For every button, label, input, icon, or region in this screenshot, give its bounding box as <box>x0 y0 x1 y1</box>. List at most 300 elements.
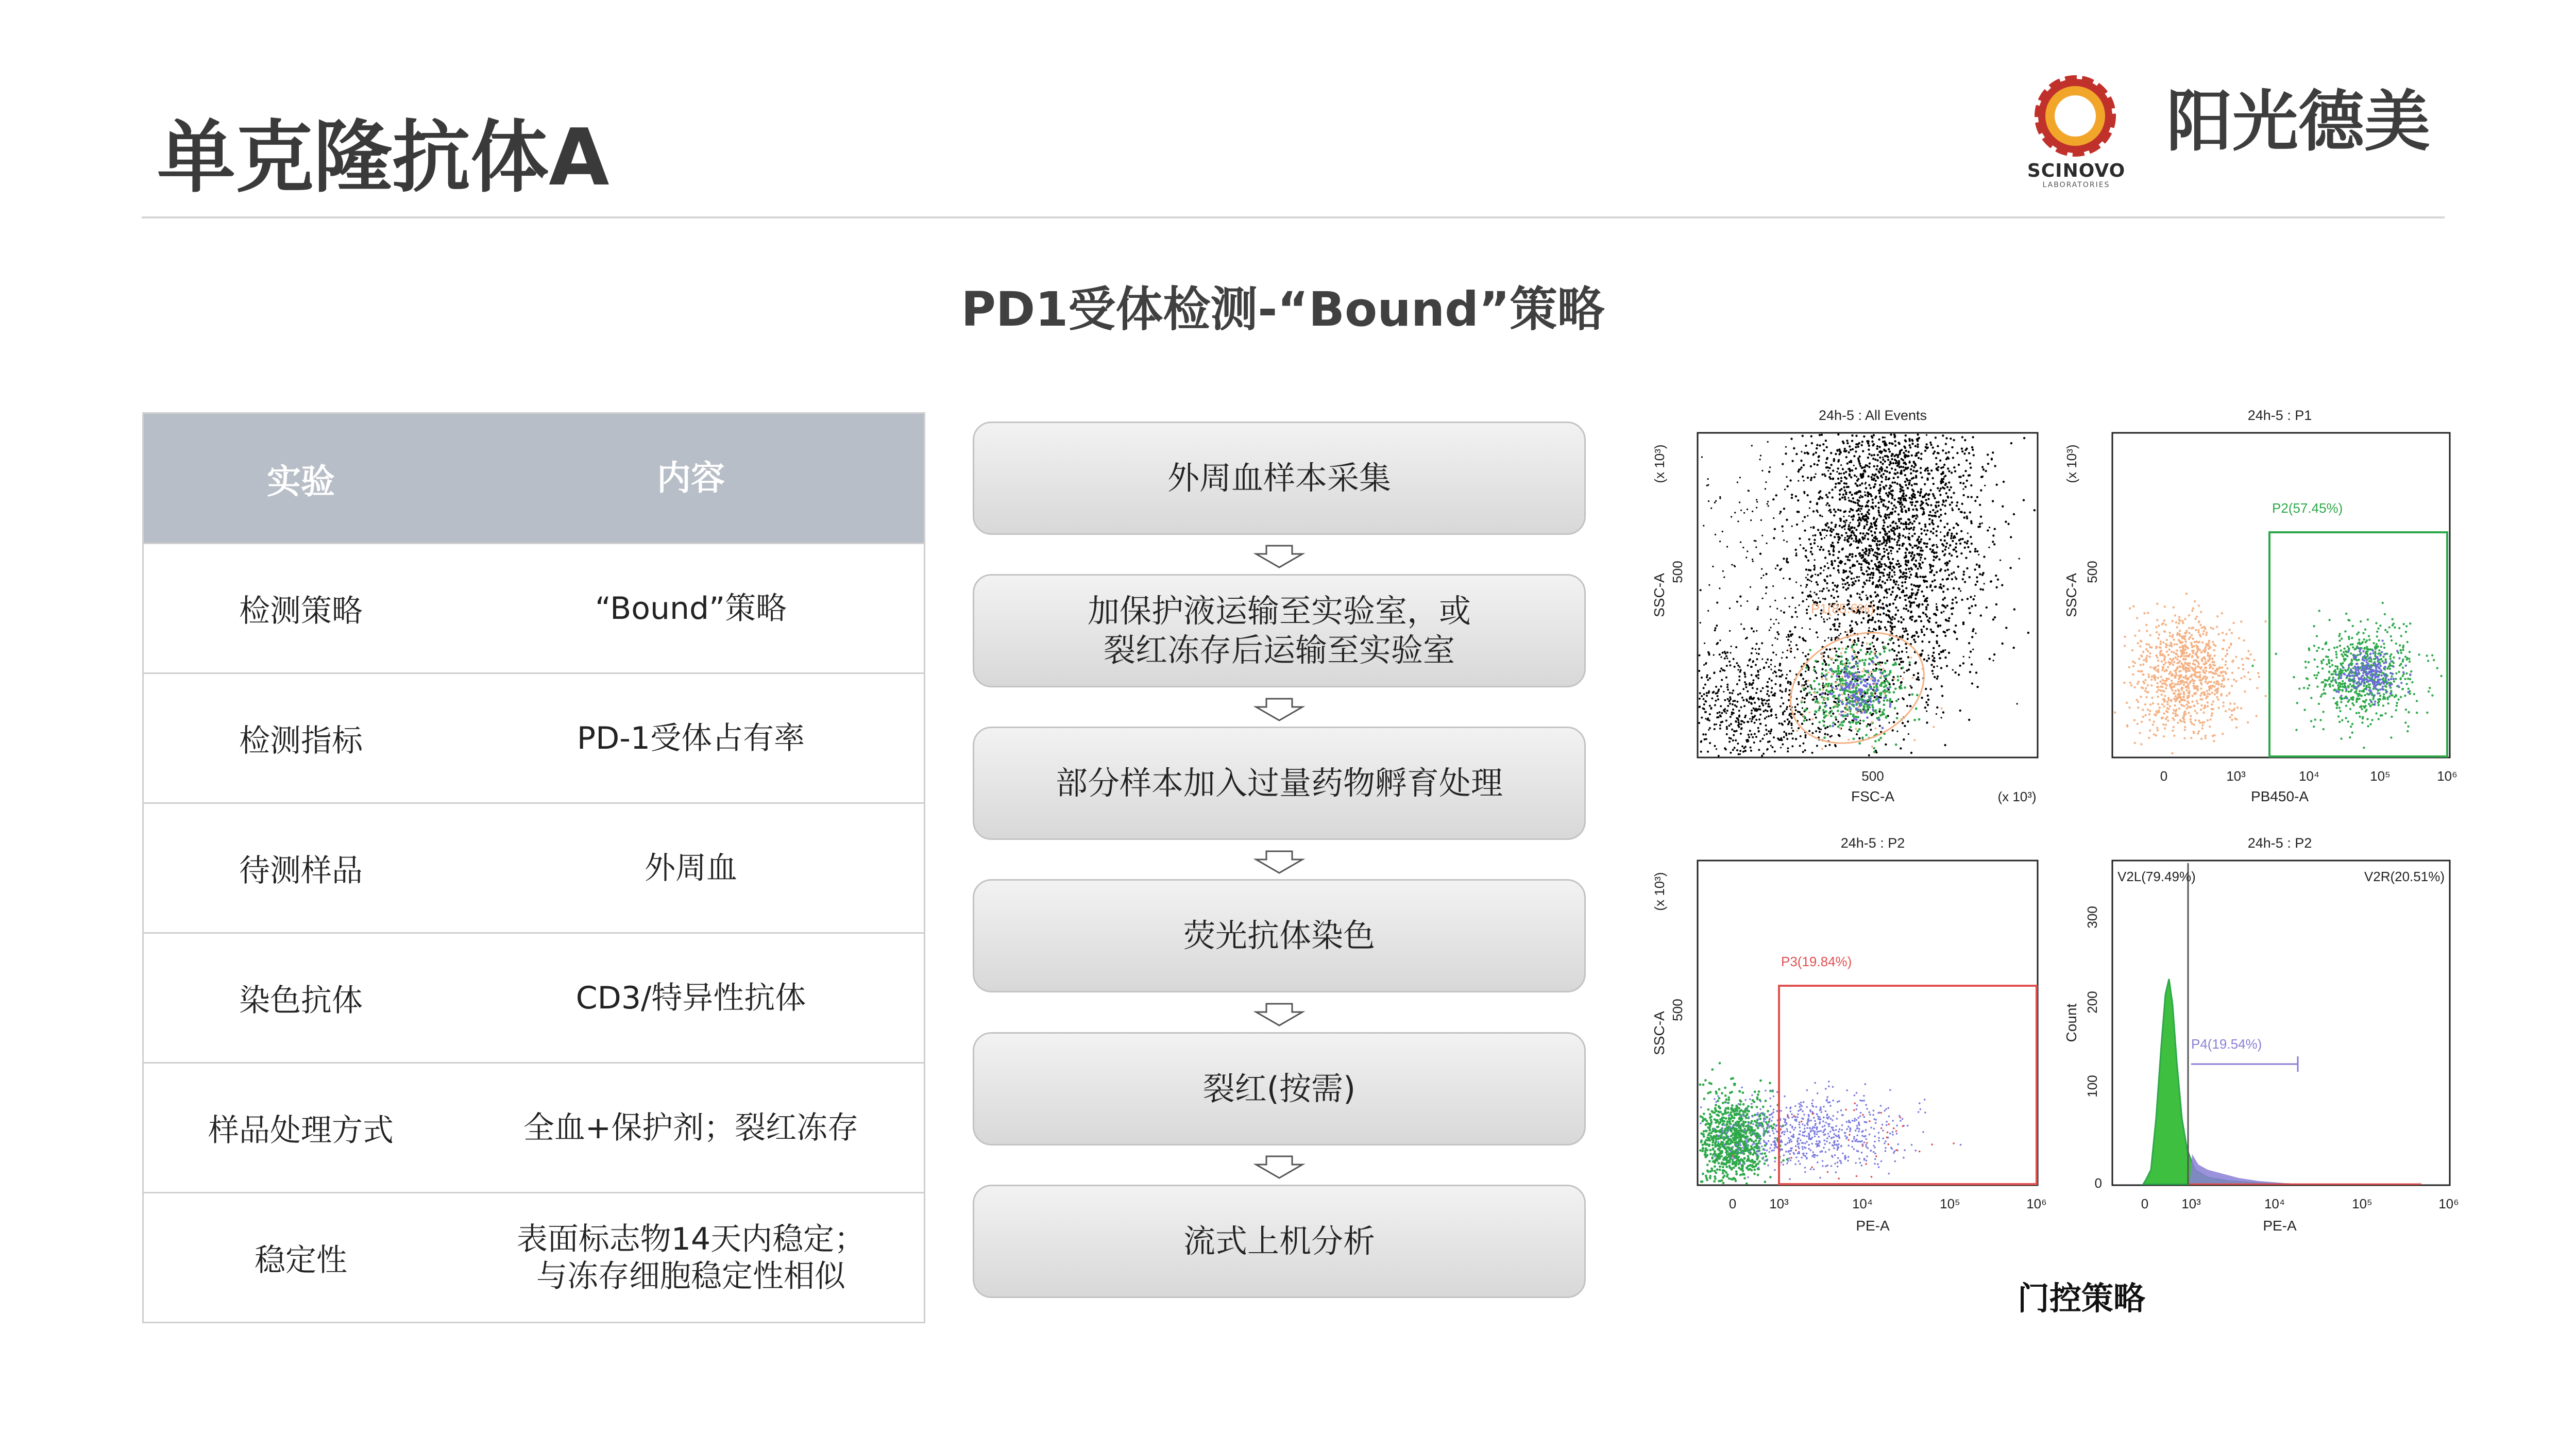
event-dot <box>1888 649 1891 652</box>
event-dot <box>1889 576 1890 578</box>
row-value: 外周血 <box>645 850 737 886</box>
event-dot <box>1913 739 1916 741</box>
event-dot <box>1860 563 1862 565</box>
event-dot <box>1818 709 1820 712</box>
event-dot <box>1829 628 1832 630</box>
event-dot <box>1851 440 1853 442</box>
event-dot <box>1861 513 1863 515</box>
event-dot <box>2232 622 2234 624</box>
event-dot <box>2179 666 2181 668</box>
event-dot <box>1703 698 1705 700</box>
event-dot <box>1842 569 1844 571</box>
event-dot <box>1891 562 1893 564</box>
event-dot <box>1913 527 1915 529</box>
event-dot <box>1806 612 1808 614</box>
event-dot <box>1844 651 1847 653</box>
event-dot <box>1927 504 1929 506</box>
event-dot <box>1929 584 1931 586</box>
down-arrow-icon <box>1251 1154 1308 1180</box>
event-dot <box>2158 625 2160 627</box>
event-dot <box>1794 626 1796 628</box>
event-dot <box>2304 666 2307 668</box>
event-dot <box>1819 591 1821 592</box>
event-dot <box>1883 693 1885 695</box>
event-dot <box>1763 667 1765 669</box>
event-dot <box>2173 726 2175 728</box>
event-dot <box>1841 694 1843 696</box>
event-dot <box>1894 468 1896 470</box>
event-dot <box>1878 739 1880 742</box>
event-dot <box>1784 488 1786 490</box>
event-dot <box>1887 610 1889 612</box>
event-dot <box>1839 727 1841 729</box>
event-dot <box>2181 687 2183 689</box>
event-dot <box>1905 647 1907 649</box>
event-dot <box>1771 746 1773 748</box>
event-dot <box>1897 540 1900 542</box>
event-dot <box>1859 596 1861 598</box>
event-dot <box>1902 523 1904 525</box>
event-dot <box>1880 501 1883 503</box>
event-dot <box>1900 470 1902 472</box>
y-tick: 500 <box>1670 561 1685 583</box>
event-dot <box>1870 476 1872 478</box>
event-dot <box>1876 448 1878 450</box>
event-dot <box>1833 458 1835 460</box>
event-dot <box>2200 682 2202 684</box>
event-dot <box>1969 671 1971 673</box>
event-dot <box>1823 724 1825 727</box>
event-dot <box>1848 451 1850 453</box>
event-dot <box>1783 540 1785 541</box>
event-dot <box>1889 450 1891 452</box>
event-dot <box>1793 448 1794 449</box>
event-dot <box>1704 700 1706 702</box>
event-dot <box>1887 556 1889 558</box>
event-dot <box>1962 494 1964 496</box>
event-dot <box>1876 637 1878 639</box>
event-dot <box>2242 664 2244 666</box>
event-dot <box>1992 541 1994 543</box>
event-dot <box>1850 687 1852 689</box>
event-dot <box>1852 518 1854 520</box>
event-dot <box>1869 712 1872 715</box>
event-dot <box>1826 619 1828 620</box>
event-dot <box>1895 614 1897 616</box>
event-dot <box>2326 663 2328 665</box>
event-dot <box>1960 511 1961 513</box>
event-dot <box>1867 457 1869 459</box>
event-dot <box>1878 652 1881 655</box>
event-dot <box>1833 548 1834 550</box>
event-dot <box>1910 574 1912 576</box>
event-dot <box>1814 476 1816 478</box>
event-dot <box>1984 485 1986 486</box>
event-dot <box>1831 639 1833 641</box>
event-dot <box>1907 518 1909 520</box>
event-dot <box>1853 514 1855 516</box>
event-dot <box>2169 705 2171 707</box>
event-dot <box>1966 517 1968 519</box>
event-dot <box>1917 568 1919 570</box>
event-dot <box>1980 489 1982 491</box>
event-dot <box>1873 663 1875 665</box>
event-dot <box>1905 495 1907 497</box>
event-dot <box>1703 664 1705 666</box>
event-dot <box>1715 534 1716 535</box>
event-dot <box>1832 545 1834 547</box>
event-dot <box>1769 705 1771 707</box>
event-dot <box>1837 433 1839 435</box>
event-dot <box>1767 501 1769 502</box>
event-dot <box>1914 463 1916 465</box>
event-dot <box>1955 546 1957 548</box>
event-dot <box>1866 716 1869 719</box>
event-dot <box>1892 683 1894 685</box>
event-dot <box>1855 529 1857 531</box>
event-dot <box>1882 457 1884 458</box>
event-dot <box>2166 639 2168 641</box>
event-dot <box>1872 574 1874 576</box>
event-dot <box>1956 601 1958 603</box>
event-dot <box>1814 534 1816 536</box>
event-dot <box>2184 726 2186 728</box>
event-dot <box>1898 645 1900 647</box>
event-dot <box>1875 586 1877 588</box>
event-dot <box>2142 673 2144 676</box>
event-dot <box>1866 643 1868 645</box>
event-dot <box>2402 660 2404 662</box>
event-dot <box>1785 690 1787 692</box>
event-dot <box>1862 591 1864 593</box>
event-dot <box>1896 713 1899 715</box>
event-dot <box>1882 668 1884 670</box>
event-dot <box>1847 665 1850 668</box>
event-dot <box>1896 483 1899 485</box>
event-dot <box>1823 618 1824 620</box>
event-dot <box>1875 595 1877 597</box>
event-dot <box>1891 648 1893 650</box>
event-dot <box>2402 649 2404 651</box>
event-dot <box>2247 650 2249 652</box>
event-dot <box>2196 700 2198 702</box>
event-dot <box>2143 612 2145 614</box>
event-dot <box>1968 452 1970 454</box>
event-dot <box>1934 497 1936 499</box>
event-dot <box>1896 731 1898 732</box>
event-dot <box>1880 621 1882 623</box>
event-dot <box>1889 541 1891 543</box>
event-dot <box>1897 620 1900 622</box>
event-dot <box>2213 661 2215 663</box>
event-dot <box>1845 702 1848 705</box>
event-dot <box>1752 511 1753 512</box>
event-dot <box>1959 543 1961 545</box>
event-dot <box>1893 650 1895 652</box>
event-dot <box>1707 751 1709 753</box>
event-dot <box>1969 462 1971 464</box>
event-dot <box>1966 567 1968 569</box>
event-dot <box>1831 710 1833 712</box>
event-dot <box>2178 670 2180 672</box>
event-dot <box>1930 564 1932 566</box>
event-dot <box>1843 539 1845 541</box>
event-dot <box>1716 723 1717 725</box>
event-dot <box>2212 735 2214 737</box>
event-dot <box>1828 712 1831 714</box>
event-dot <box>1944 549 1946 551</box>
event-dot <box>1940 583 1942 585</box>
event-dot <box>2138 658 2140 660</box>
event-dot <box>1792 737 1794 739</box>
event-dot <box>1956 533 1958 535</box>
event-dot <box>1913 674 1915 676</box>
event-dot <box>1911 484 1913 486</box>
event-dot <box>1767 441 1769 443</box>
event-dot <box>1709 705 1711 707</box>
event-dot <box>2166 716 2168 718</box>
event-dot <box>2140 696 2142 698</box>
event-dot <box>1901 591 1903 593</box>
event-dot <box>1928 493 1930 495</box>
event-dot <box>1911 547 1913 549</box>
event-dot <box>1710 508 1712 509</box>
event-dot <box>2167 699 2170 701</box>
event-dot <box>2188 702 2190 704</box>
event-dot <box>1918 457 1920 459</box>
event-dot <box>1934 579 1936 581</box>
event-dot <box>1821 693 1823 695</box>
event-dot <box>1867 620 1869 622</box>
event-dot <box>2185 675 2187 677</box>
event-dot <box>1911 588 1913 591</box>
event-dot <box>1835 670 1838 672</box>
event-dot <box>1729 696 1731 698</box>
event-dot <box>1909 617 1911 619</box>
event-dot <box>1866 597 1868 599</box>
event-dot <box>1883 536 1885 538</box>
event-dot <box>1832 673 1834 675</box>
event-dot <box>1862 473 1864 475</box>
event-dot <box>1981 574 1984 576</box>
event-dot <box>1770 715 1772 717</box>
event-dot <box>1851 572 1853 575</box>
event-dot <box>1811 732 1814 734</box>
event-dot <box>1950 486 1952 488</box>
event-dot <box>1894 445 1896 447</box>
event-dot <box>1950 496 1952 498</box>
event-dot <box>1857 639 1859 642</box>
event-dot <box>1947 620 1950 622</box>
event-dot <box>1805 683 1807 685</box>
event-dot <box>1807 653 1809 655</box>
event-dot <box>1893 579 1895 581</box>
event-dot <box>1750 747 1752 749</box>
event-dot <box>1905 484 1907 486</box>
event-dot <box>1844 707 1847 710</box>
event-dot <box>1716 625 1718 627</box>
event-dot <box>1904 686 1906 689</box>
event-dot <box>1937 676 1939 678</box>
event-dot <box>1939 490 1941 492</box>
event-dot <box>1805 445 1807 447</box>
event-dot <box>2323 688 2325 690</box>
event-dot <box>2023 499 2025 501</box>
event-dot <box>1871 526 1873 528</box>
event-dot <box>2195 629 2197 631</box>
event-dot <box>2338 639 2341 642</box>
event-dot <box>2128 706 2130 709</box>
event-dot <box>1901 650 1903 652</box>
event-dot <box>1875 468 1877 470</box>
event-dot <box>1846 631 1848 633</box>
event-dot <box>1855 443 1857 445</box>
event-dot <box>1877 595 1879 597</box>
flow-step-analyze: 流式上机分析 <box>973 1185 1586 1298</box>
event-dot <box>1948 489 1951 491</box>
event-dot <box>1883 646 1885 648</box>
event-dot <box>1708 584 1710 586</box>
event-dot <box>1908 600 1910 602</box>
event-dot <box>1927 446 1929 448</box>
header-content: 内容 <box>657 458 725 498</box>
logo-company-name: 阳光德美 <box>2166 83 2431 160</box>
event-dot <box>2175 713 2177 715</box>
event-dot <box>1916 604 1918 606</box>
event-dot <box>1856 576 1858 578</box>
event-dot <box>1712 566 1714 567</box>
event-dot <box>2192 646 2194 648</box>
event-dot <box>1831 521 1833 524</box>
event-dot <box>1920 453 1922 455</box>
event-dot <box>1878 470 1880 473</box>
event-dot <box>1740 723 1742 726</box>
event-dot <box>1706 692 1708 694</box>
event-dot <box>1920 567 1922 569</box>
event-dot <box>2183 705 2185 707</box>
event-dot <box>1811 553 1813 555</box>
event-dot <box>1879 576 1881 578</box>
event-dot <box>1953 549 1955 551</box>
event-dot <box>1920 488 1922 491</box>
event-dot <box>1904 725 1906 727</box>
row-value: “Bound”策略 <box>595 590 787 627</box>
event-dot <box>1832 554 1834 556</box>
event-dot <box>2145 696 2147 698</box>
event-dot <box>1884 582 1886 584</box>
event-dot <box>1828 510 1829 512</box>
event-dot <box>2132 605 2134 608</box>
event-dot <box>1926 721 1928 723</box>
event-dot <box>1801 592 1803 594</box>
event-dot <box>1852 448 1854 450</box>
event-dot <box>1840 714 1843 717</box>
event-dot <box>1971 663 1973 665</box>
event-dot <box>1893 721 1895 723</box>
event-dot <box>1782 530 1784 532</box>
event-dot <box>1826 679 1828 681</box>
event-dot <box>2240 677 2242 679</box>
event-dot <box>2194 719 2196 721</box>
event-dot <box>1916 539 1918 541</box>
event-dot <box>1829 617 1831 619</box>
event-dot <box>1771 680 1773 682</box>
event-dot <box>1837 596 1839 598</box>
event-dot <box>1844 537 1846 538</box>
event-dot <box>1849 729 1851 731</box>
plot-title: 24h-5 : All Events <box>1818 408 1927 423</box>
event-dot <box>1824 474 1825 475</box>
event-dot <box>1876 545 1878 547</box>
event-dot <box>1835 716 1837 719</box>
event-dot <box>1829 657 1831 659</box>
event-dot <box>1945 492 1947 494</box>
event-dot <box>2183 693 2185 695</box>
event-dot <box>1758 718 1760 720</box>
event-dot <box>1909 521 1911 524</box>
event-dot <box>2408 711 2410 713</box>
event-dot <box>1897 476 1899 478</box>
event-dot <box>1853 455 1855 457</box>
event-dot <box>1845 682 1848 684</box>
event-dot <box>2308 684 2310 686</box>
event-dot <box>1850 595 1852 597</box>
event-dot <box>1701 677 1703 679</box>
event-dot <box>1879 488 1881 491</box>
event-dot <box>1928 518 1930 520</box>
event-dot <box>1905 578 1907 580</box>
event-dot <box>2184 677 2187 679</box>
event-dot <box>1903 499 1905 501</box>
event-dot <box>1763 710 1765 712</box>
event-dot <box>1787 639 1789 641</box>
event-dot <box>1821 529 1823 531</box>
event-dot <box>1879 484 1881 486</box>
event-dot <box>1851 531 1853 533</box>
event-dot <box>1788 714 1790 716</box>
event-dot <box>1730 723 1732 725</box>
event-dot <box>1909 461 1910 462</box>
event-dot <box>1843 472 1845 474</box>
logo-lab-text: LABORATORIES <box>2042 181 2110 189</box>
event-dot <box>2405 625 2408 627</box>
event-dot <box>1852 691 1854 694</box>
event-dot <box>1883 713 1885 716</box>
event-dot <box>1840 684 1842 686</box>
event-dot <box>1725 655 1727 657</box>
event-dot <box>1866 579 1868 581</box>
event-dot <box>1798 681 1800 683</box>
event-dot <box>2156 727 2158 729</box>
event-dot <box>1795 709 1797 711</box>
event-dot <box>1797 711 1799 713</box>
event-dot <box>1770 730 1772 732</box>
event-dot <box>1968 719 1970 721</box>
event-dot <box>1823 716 1826 718</box>
event-dot <box>1933 483 1935 485</box>
event-dot <box>1832 542 1834 544</box>
event-dot <box>2348 699 2350 701</box>
event-dot <box>1761 470 1763 471</box>
event-dot <box>1953 439 1955 441</box>
event-dot <box>2368 638 2370 641</box>
event-dot <box>1880 675 1882 677</box>
event-dot <box>1775 568 1776 569</box>
event-dot <box>1794 607 1796 609</box>
event-dot <box>1886 699 1889 702</box>
event-dot <box>1886 549 1888 551</box>
event-dot <box>1865 494 1867 496</box>
